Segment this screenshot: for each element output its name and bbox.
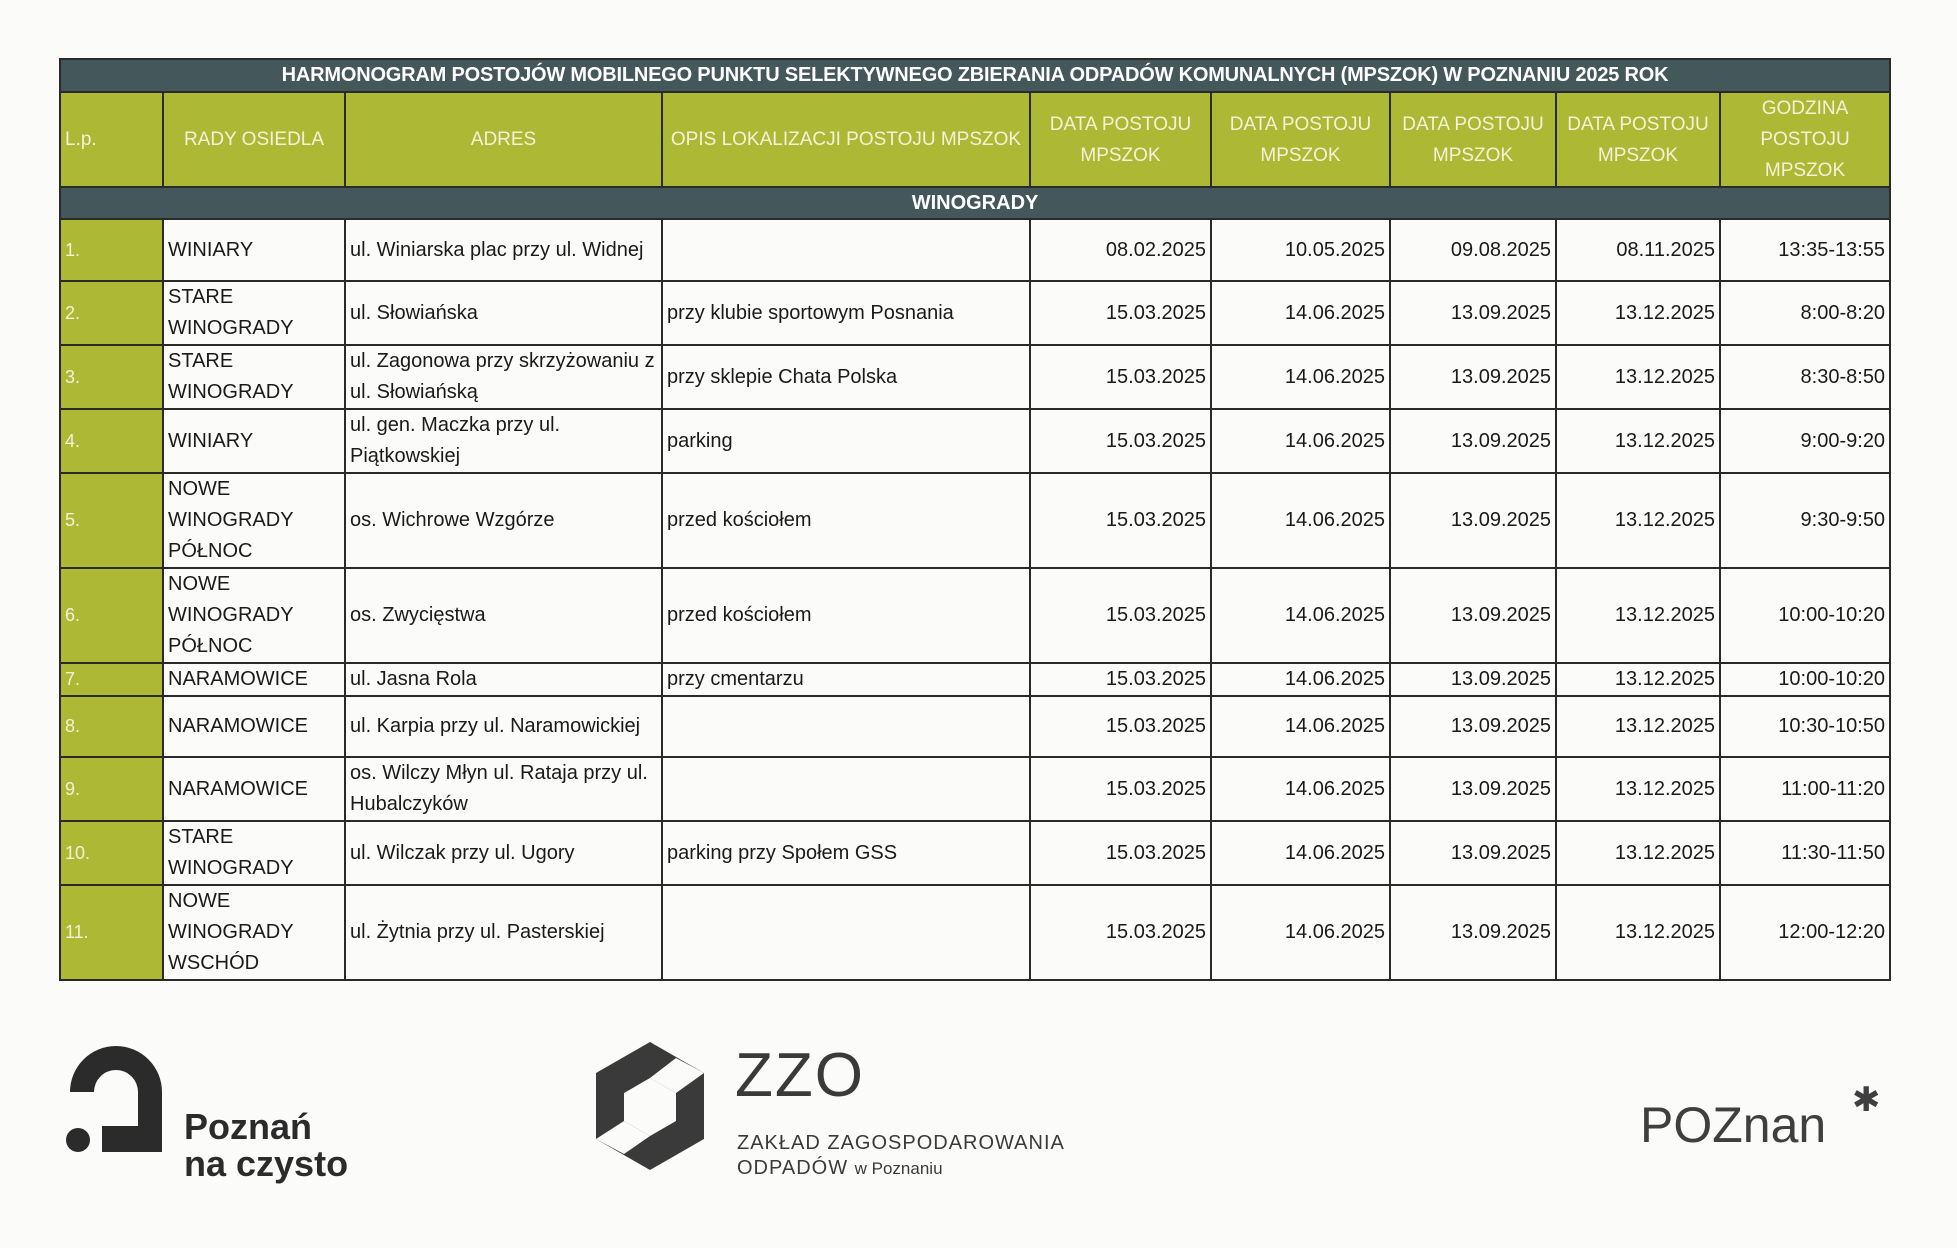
row-godzina: 13:35-13:55 (1720, 219, 1890, 281)
zzo-logo (590, 1040, 1150, 1190)
zzo-line2 (737, 1157, 943, 1180)
row-opis (662, 219, 1030, 281)
row-data-3: 13.09.2025 (1390, 473, 1556, 568)
row-data-3: 13.09.2025 (1390, 821, 1556, 885)
row-opis: przy cmentarzu (662, 663, 1030, 696)
header-godzina-postoju: GODZINA POSTOJU MPSZOK (1720, 92, 1890, 187)
zzo-line1: ZAKŁAD ZAGOSPODAROWANIA (737, 1132, 1065, 1154)
row-data-2: 14.06.2025 (1211, 473, 1390, 568)
row-data-3: 13.09.2025 (1390, 409, 1556, 473)
table-row (60, 281, 1890, 345)
row-data-3: 13.09.2025 (1390, 757, 1556, 821)
zzo-line2-w-poznaniu: w Poznaniu (854, 1159, 943, 1178)
row-godzina: 9:00-9:20 (1720, 409, 1890, 473)
row-rada-osiedla: WINIARY (163, 409, 345, 473)
poznan-na-czysto-line1: Poznań (184, 1106, 313, 1147)
row-data-4: 13.12.2025 (1556, 885, 1720, 980)
table-row (60, 885, 1890, 980)
row-rada-osiedla: STARE WINOGRADY (163, 821, 345, 885)
footer-logos (0, 1020, 1957, 1220)
row-data-4: 13.12.2025 (1556, 757, 1720, 821)
row-godzina: 10:30-10:50 (1720, 696, 1890, 757)
row-lp: 5. (60, 473, 163, 568)
row-lp: 6. (60, 568, 163, 663)
row-adres: ul. Zagonowa przy skrzyżowaniu z ul. Słowiańską (345, 345, 662, 409)
table-body (60, 219, 1890, 980)
row-opis: przed kościołem (662, 473, 1030, 568)
poznan-na-czysto-logo (62, 1032, 392, 1182)
header-rady-osiedla: RADY OSIEDLA (163, 92, 345, 187)
row-data-2: 10.05.2025 (1211, 219, 1390, 281)
row-lp: 8. (60, 696, 163, 757)
row-data-3: 13.09.2025 (1390, 696, 1556, 757)
zzo-line2-odpadow: ODPADÓW (737, 1157, 849, 1179)
header-row (60, 92, 1890, 187)
table-row (60, 345, 1890, 409)
row-adres: ul. Wilczak przy ul. Ugory (345, 821, 662, 885)
row-data-3: 13.09.2025 (1390, 345, 1556, 409)
row-godzina: 10:00-10:20 (1720, 568, 1890, 663)
row-data-3: 09.08.2025 (1390, 219, 1556, 281)
row-rada-osiedla: NARAMOWICE (163, 696, 345, 757)
row-data-2: 14.06.2025 (1211, 568, 1390, 663)
row-adres: ul. Karpia przy ul. Naramowickiej (345, 696, 662, 757)
row-godzina: 12:00-12:20 (1720, 885, 1890, 980)
row-data-2: 14.06.2025 (1211, 281, 1390, 345)
row-adres: ul. Jasna Rola (345, 663, 662, 696)
row-opis (662, 757, 1030, 821)
row-data-1: 08.02.2025 (1030, 219, 1211, 281)
row-data-3: 13.09.2025 (1390, 568, 1556, 663)
header-opis-lokalizacji: OPIS LOKALIZACJI POSTOJU MPSZOK (662, 92, 1030, 187)
row-adres: os. Wichrowe Wzgórze (345, 473, 662, 568)
table-row (60, 473, 1890, 568)
row-opis: parking przy Społem GSS (662, 821, 1030, 885)
table-row (60, 663, 1890, 696)
row-adres: ul. Słowiańska (345, 281, 662, 345)
row-godzina: 11:00-11:20 (1720, 757, 1890, 821)
row-data-2: 14.06.2025 (1211, 409, 1390, 473)
row-godzina: 9:30-9:50 (1720, 473, 1890, 568)
row-adres: ul. Winiarska plac przy ul. Widnej (345, 219, 662, 281)
row-opis: przed kościołem (662, 568, 1030, 663)
row-data-2: 14.06.2025 (1211, 345, 1390, 409)
row-data-4: 13.12.2025 (1556, 568, 1720, 663)
row-opis (662, 696, 1030, 757)
row-data-4: 13.12.2025 (1556, 663, 1720, 696)
header-data-postoju-1: DATA POSTOJU MPSZOK (1030, 92, 1211, 187)
row-data-4: 13.12.2025 (1556, 821, 1720, 885)
row-godzina: 10:00-10:20 (1720, 663, 1890, 696)
row-rada-osiedla: NOWE WINOGRADY WSCHÓD (163, 885, 345, 980)
row-data-2: 14.06.2025 (1211, 757, 1390, 821)
header-data-postoju-3: DATA POSTOJU MPSZOK (1390, 92, 1556, 187)
row-godzina: 11:30-11:50 (1720, 821, 1890, 885)
row-godzina: 8:00-8:20 (1720, 281, 1890, 345)
row-rada-osiedla: NOWE WINOGRADY PÓŁNOC (163, 568, 345, 663)
row-data-1: 15.03.2025 (1030, 345, 1211, 409)
row-data-1: 15.03.2025 (1030, 409, 1211, 473)
row-lp: 9. (60, 757, 163, 821)
row-data-2: 14.06.2025 (1211, 885, 1390, 980)
poznan-star-icon: ✱ (1852, 1081, 1881, 1119)
table-row (60, 219, 1890, 281)
table-row (60, 409, 1890, 473)
row-lp: 2. (60, 281, 163, 345)
row-lp: 1. (60, 219, 163, 281)
row-data-1: 15.03.2025 (1030, 757, 1211, 821)
row-godzina: 8:30-8:50 (1720, 345, 1890, 409)
poznan-na-czysto-line2: na czysto (184, 1143, 349, 1184)
header-adres: ADRES (345, 92, 662, 187)
row-opis (662, 885, 1030, 980)
header-lp: L.p. (60, 92, 163, 187)
row-adres: ul. Żytnia przy ul. Pasterskiej (345, 885, 662, 980)
row-data-1: 15.03.2025 (1030, 473, 1211, 568)
row-data-4: 08.11.2025 (1556, 219, 1720, 281)
section-winogrady: WINOGRADY (60, 187, 1890, 219)
row-rada-osiedla: STARE WINOGRADY (163, 345, 345, 409)
table-row (60, 568, 1890, 663)
row-data-3: 13.09.2025 (1390, 885, 1556, 980)
row-opis: parking (662, 409, 1030, 473)
header-data-postoju-4: DATA POSTOJU MPSZOK (1556, 92, 1720, 187)
row-rada-osiedla: WINIARY (163, 219, 345, 281)
row-data-1: 15.03.2025 (1030, 821, 1211, 885)
row-adres: os. Zwycięstwa (345, 568, 662, 663)
table-row (60, 696, 1890, 757)
row-data-1: 15.03.2025 (1030, 568, 1211, 663)
row-data-4: 13.12.2025 (1556, 409, 1720, 473)
row-data-4: 13.12.2025 (1556, 281, 1720, 345)
row-data-1: 15.03.2025 (1030, 696, 1211, 757)
row-data-1: 15.03.2025 (1030, 663, 1211, 696)
row-data-3: 13.09.2025 (1390, 281, 1556, 345)
row-data-3: 13.09.2025 (1390, 663, 1556, 696)
row-rada-osiedla: NARAMOWICE (163, 757, 345, 821)
row-lp: 11. (60, 885, 163, 980)
row-data-4: 13.12.2025 (1556, 696, 1720, 757)
schedule-table (59, 58, 1891, 981)
row-data-2: 14.06.2025 (1211, 696, 1390, 757)
row-opis: przy sklepie Chata Polska (662, 345, 1030, 409)
row-data-4: 13.12.2025 (1556, 345, 1720, 409)
poznan-brand-logo: POZnan (1640, 1097, 1827, 1153)
row-rada-osiedla: NARAMOWICE (163, 663, 345, 696)
row-data-2: 14.06.2025 (1211, 821, 1390, 885)
row-rada-osiedla: NOWE WINOGRADY PÓŁNOC (163, 473, 345, 568)
row-lp: 4. (60, 409, 163, 473)
poznan-na-czysto-icon (62, 1032, 172, 1152)
header-data-postoju-2: DATA POSTOJU MPSZOK (1211, 92, 1390, 187)
table-row (60, 821, 1890, 885)
row-data-2: 14.06.2025 (1211, 663, 1390, 696)
table-title: HARMONOGRAM POSTOJÓW MOBILNEGO PUNKTU SELEKTYWNEGO ZBIERANIA ODPADÓW KOMUNALNYCH (MPSZOK) W POZNANIU 2025 ROK (60, 59, 1890, 92)
row-data-1: 15.03.2025 (1030, 885, 1211, 980)
row-opis: przy klubie sportowym Posnania (662, 281, 1030, 345)
row-adres: ul. gen. Maczka przy ul. Piątkowskiej (345, 409, 662, 473)
row-data-4: 13.12.2025 (1556, 473, 1720, 568)
table-row (60, 757, 1890, 821)
zzo-hexagon-icon (590, 1040, 710, 1172)
row-adres: os. Wilczy Młyn ul. Rataja przy ul. Hubalczyków (345, 757, 662, 821)
row-lp: 7. (60, 663, 163, 696)
row-rada-osiedla: STARE WINOGRADY (163, 281, 345, 345)
row-data-1: 15.03.2025 (1030, 281, 1211, 345)
row-lp: 3. (60, 345, 163, 409)
zzo-name: ZZO (735, 1041, 865, 1110)
row-lp: 10. (60, 821, 163, 885)
